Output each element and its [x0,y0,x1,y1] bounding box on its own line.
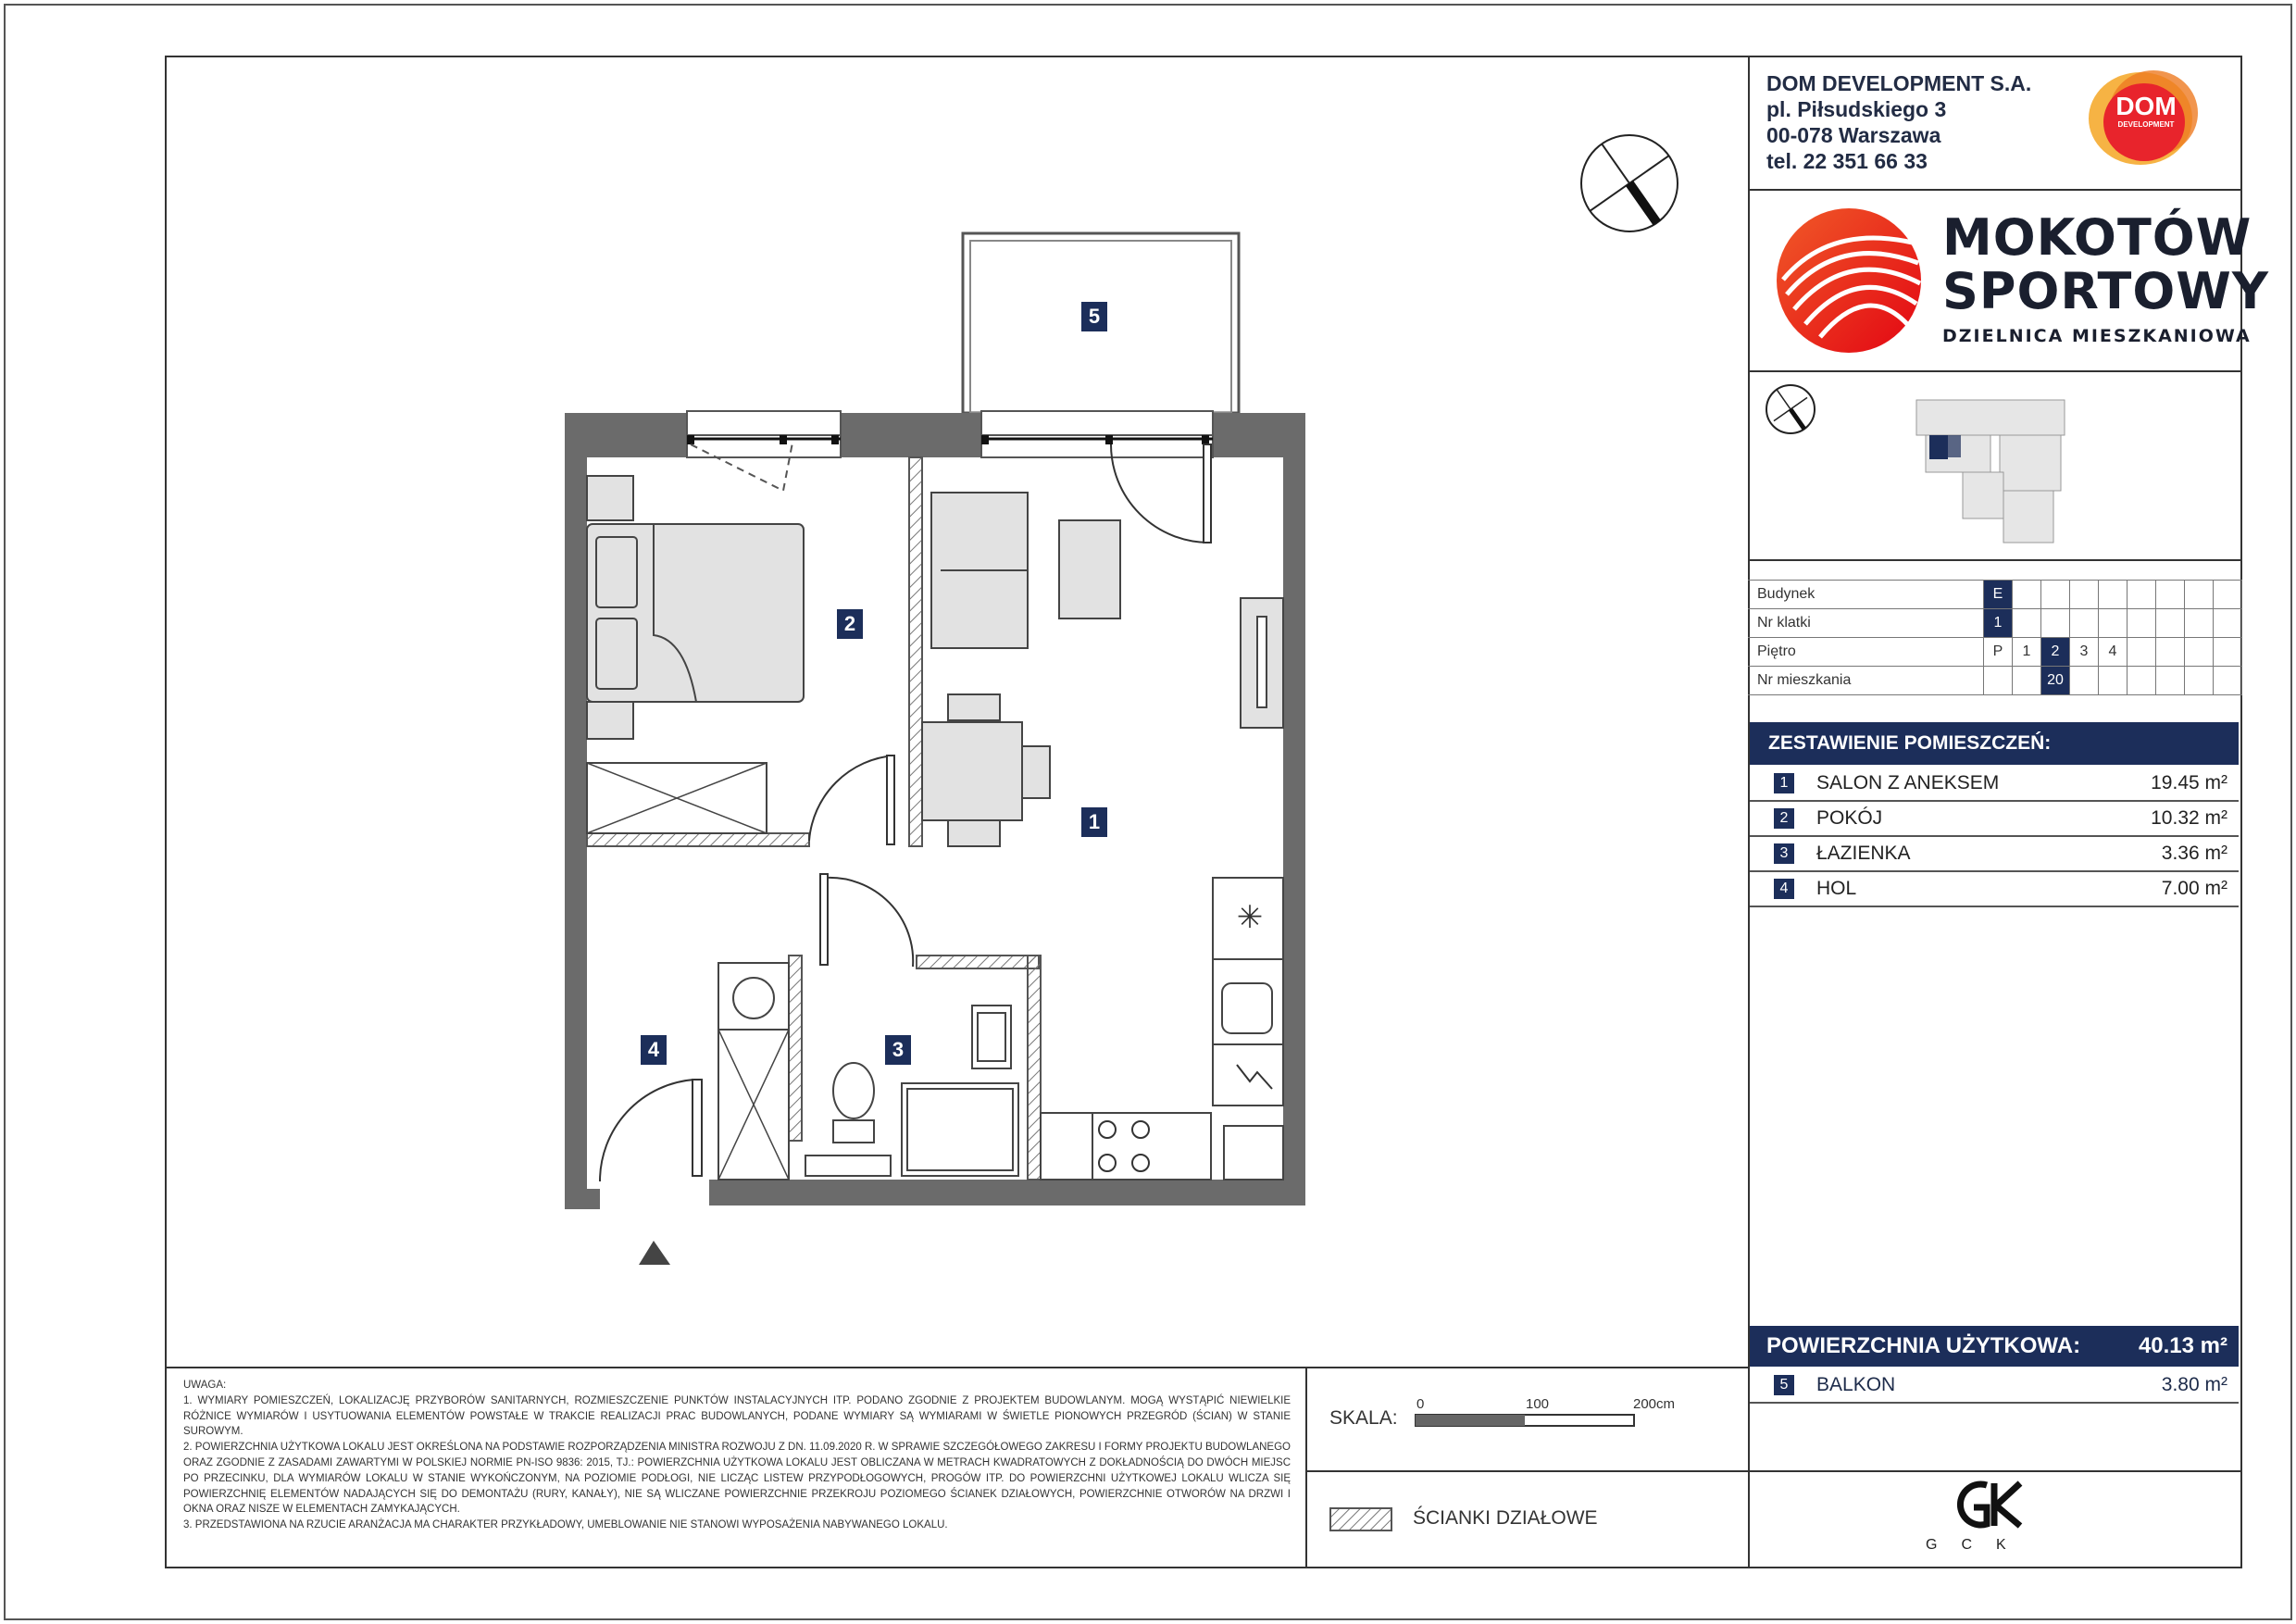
room-number: 2 [1774,808,1794,829]
info-cell: 2 [2041,638,2070,667]
company-phone: tel. 22 351 66 33 [1766,149,1928,173]
plan-bottom-line [165,1367,1750,1368]
info-cell [1984,667,2013,695]
header-divider-1 [1748,189,2242,191]
compass-icon [1563,117,1697,251]
total-area-bar [1750,1326,2239,1367]
sofa [931,493,1028,648]
company-city: 00-078 Warszawa [1766,123,1941,147]
bedroom-window [687,411,841,491]
balcony-number: 5 [1774,1375,1794,1395]
scale-label: SKALA: [1329,1407,1398,1429]
note-item: 3. PRZEDSTAWIONA NA RZUCIE ARANŻACJA MA CHARAKTER PRZYKŁADOWY, UMEBLOWANIE NIE STANOWI WYPOSAŻENIA NABYWANEGO LOKALU. [183,1519,948,1531]
info-cell [2070,581,2099,609]
plan-label-bathroom: 3 [885,1035,911,1065]
scale-divider [1305,1470,1750,1472]
scale-tick: 100 [1526,1396,1550,1412]
info-cell: 1 [1984,609,2013,638]
info-label: Budynek [1748,581,1984,609]
info-cell [2013,581,2041,609]
room-area: 19.45 m² [2151,772,2227,793]
plan-label-hall: 4 [641,1035,667,1065]
info-cell [2185,667,2214,695]
wardrobe [587,763,767,833]
room-area: 10.32 m² [2151,807,2227,829]
rooms-heading: ZESTAWIENIE POMIESZCZEŃ: [1750,722,2239,765]
info-cell [2099,609,2128,638]
toilet [833,1063,874,1143]
note-item: 2. POWIERZCHNIA UŻYTKOWA LOKALU JEST OKREŚLONA NA PODSTAWIE ROZPORZĄDZENIA MINISTRA ROZWOJU Z DN. 11.09.2020 R. W SPRAWIE SZCZEGÓŁOWEGO ZAKRESU I FORMY PROJEKTU BUDOWLANEGO ORAZ ZGODNIE Z ZASADAMI ZAWARTYMI W POLSKIEJ NORMIE PN-ISO 9836: 2015, TJ.: POWIERZCHNIA UŻYTKOWA LOKALU JEST OBLICZANA W METRACH KWADRATOWYCH Z DOKŁADNOŚCIĄ DO DWÓCH MIEJSC PO PRZECINKU, DLA WYMIARÓW LOKALU W STANIE WYKOŃCZONYM, NA POZIOMIE PODŁOGI, NIE LICZĄC LISTEW PRZYPODŁOGOWYCH, PROGÓW ITP. DO POWIERZCHNI UŻYTKOWEJ LOKALU WLICZA SIĘ POWIERZCHNIĘ ELEMENTÓW NADAJĄCYCH SIĘ DO DEMONTAŻU (RURY, KANAŁY), NIE SĄ WLICZANE POWIERZCHNIE PRZEKROJU POZIOMEGO ŚCIANEK DZIAŁOWYCH, POWIERZCHNIE OTWORÓW NA DRZWI I OKNA ORAZ NISZE W ELEMENTACH ZAMYKAJĄCYCH. [183,1442,1291,1516]
room-row [1750,837,2239,872]
footer-divider [1748,1470,2242,1472]
info-cell: 3 [2070,638,2099,667]
info-cell [2185,581,2214,609]
notes-title: UWAGA: [183,1380,227,1391]
location-table [1748,580,2242,695]
bathroom-vent [805,1156,891,1176]
info-cell [2070,667,2099,695]
info-cell: 4 [2099,638,2128,667]
gck-logo-text: GCK [1926,1537,2030,1553]
project-title [1942,208,2269,320]
info-cell [2185,609,2214,638]
mokotow-sportowy-logo [1774,206,1924,356]
key-plan-icon [1907,394,2083,546]
note-item: 1. WYMIARY POMIESZCZEŃ, LOKALIZACJĘ PRZYBORÓW SANITARNYCH, ROZMIESZCZENIE PUNKTÓW INSTALACYJNYCH ITP. PODANO ZGODNIE Z PROJEKTEM BUDOWLANYM. MOGĄ WYSTĄPIĆ NIEWIELKIE RÓŻNICE WYMIARÓW I USYTUOWANIA ELEMENTÓW POWSTAŁE W TRAKCIE REALIZACJI PRAC BUDOWLANYCH, PODANE WYMIARY SĄ WYMIARAMI W ŚWIETLE PIONOWYCH PRZEGRÓD (ŚCIAN) W STANIE SUROWYM. [183,1394,1291,1438]
entrance-door [600,1080,702,1181]
scale-bar [1415,1413,1637,1431]
gck-logo-icon [1946,1478,2031,1533]
compass-small-icon [1763,381,1822,441]
project-subtitle: DZIELNICA MIESZKANIOWA [1942,326,2252,346]
room-row [1750,767,2239,802]
tv-cabinet [1241,598,1283,728]
bedroom-door [809,756,894,844]
info-cell [2156,609,2185,638]
room-name: POKÓJ [1816,807,1883,829]
info-cell [2214,638,2242,667]
room-number: 4 [1774,879,1794,899]
entrance-arrow-icon [639,1241,670,1265]
info-cell [2156,581,2185,609]
info-row [1748,609,2242,638]
info-cell [2099,581,2128,609]
company-name: DOM DEVELOPMENT S.A. [1766,71,2032,95]
info-cell: P [1984,638,2013,667]
project-title-line2: SPORTOWY [1942,262,2269,320]
bathroom-door [820,874,913,967]
balcony-name: BALKON [1816,1374,1896,1395]
bed [587,476,804,739]
scale-tick: 0 [1416,1396,1425,1412]
plan-label-balcony: 5 [1081,302,1107,331]
info-cell [2156,638,2185,667]
info-row [1748,638,2242,667]
info-cell: E [1984,581,2013,609]
room-number: 1 [1774,773,1794,793]
info-cell [2013,609,2041,638]
info-cell [2041,609,2070,638]
balcony-area: 3.80 m² [2161,1374,2227,1395]
floor-plan [167,57,1746,1365]
info-cell: 20 [2041,667,2070,695]
info-row [1748,667,2242,695]
logo-sub: DEVELOPMENT [2117,120,2175,129]
info-cell [2214,581,2242,609]
info-row [1748,581,2242,609]
dom-logo-text [2102,93,2190,130]
plan-label-bedroom: 2 [837,609,863,639]
room-area: 7.00 m² [2161,878,2227,899]
shower-tray [902,1083,1018,1176]
info-cell [2128,638,2156,667]
header-divider-3 [1748,559,2242,561]
fridge-snowflake-icon: ✳ [1236,900,1264,935]
room-row [1750,802,2239,837]
plan-label-living: 1 [1081,807,1107,837]
total-area-value: 40.13 m² [2138,1333,2227,1358]
header-divider-2 [1748,370,2242,372]
info-cell [2185,638,2214,667]
notes [183,1378,1291,1533]
info-cell [2128,581,2156,609]
hall-wardrobe [718,1030,789,1180]
scale-tick: 200cm [1633,1396,1676,1412]
room-name: ŁAZIENKA [1816,843,1911,864]
info-cell [2128,667,2156,695]
rooms-list [1750,767,2239,907]
legend-label: ŚCIANKI DZIAŁOWE [1413,1507,1598,1529]
info-cell: 1 [2013,638,2041,667]
notes-divider [1305,1368,1307,1568]
room-number: 3 [1774,843,1794,864]
info-cell [2041,581,2070,609]
partition-hatch-swatch [1329,1507,1394,1533]
washing-machine [718,963,789,1030]
company-street: pl. Piłsudskiego 3 [1766,97,1947,121]
info-label: Nr mieszkania [1748,667,1984,695]
project-title-line1: MOKOTÓW [1942,208,2252,267]
logo-main: DOM [2115,92,2177,120]
total-area-label: POWIERZCHNIA UŻYTKOWA: [1766,1333,2081,1358]
info-cell [2214,667,2242,695]
info-cell [2070,609,2099,638]
info-cell [2013,667,2041,695]
room-name: SALON Z ANEKSEM [1816,772,2000,793]
company-address [1766,70,2031,174]
info-cell [2214,609,2242,638]
room-row [1750,872,2239,907]
info-label: Piętro [1748,638,1984,667]
washbasin [972,1006,1011,1068]
coffee-table [1059,520,1120,618]
room-area: 3.36 m² [2161,843,2227,864]
balcony-row [1750,1368,2239,1404]
dining-table [922,694,1050,846]
info-label: Nr klatki [1748,609,1984,638]
info-cell [2156,667,2185,695]
info-cell [2128,609,2156,638]
room-name: HOL [1816,878,1857,899]
info-cell [2099,667,2128,695]
